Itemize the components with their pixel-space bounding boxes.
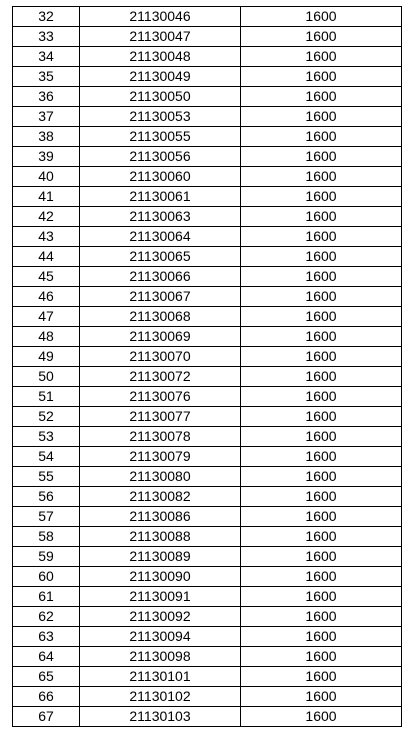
data-table xyxy=(12,6,402,727)
id-cell: 21130055 xyxy=(80,127,241,147)
row-number-cell: 35 xyxy=(13,67,80,87)
table-row xyxy=(13,547,402,567)
row-number-cell: 58 xyxy=(13,527,80,547)
amount-cell: 1600 xyxy=(241,567,402,587)
table-row xyxy=(13,527,402,547)
amount-cell: 1600 xyxy=(241,487,402,507)
amount-cell: 1600 xyxy=(241,267,402,287)
id-cell: 21130070 xyxy=(80,347,241,367)
amount-cell: 1600 xyxy=(241,447,402,467)
amount-cell: 1600 xyxy=(241,227,402,247)
id-cell: 21130072 xyxy=(80,367,241,387)
amount-cell: 1600 xyxy=(241,607,402,627)
row-number-cell: 57 xyxy=(13,507,80,527)
table-row xyxy=(13,147,402,167)
row-number-cell: 53 xyxy=(13,427,80,447)
amount-cell: 1600 xyxy=(241,147,402,167)
row-number-cell: 52 xyxy=(13,407,80,427)
row-number-cell: 65 xyxy=(13,667,80,687)
amount-cell: 1600 xyxy=(241,527,402,547)
row-number-cell: 67 xyxy=(13,707,80,727)
table-row xyxy=(13,607,402,627)
table-row xyxy=(13,467,402,487)
row-number-cell: 39 xyxy=(13,147,80,167)
amount-cell: 1600 xyxy=(241,647,402,667)
amount-cell: 1600 xyxy=(241,327,402,347)
id-cell: 21130088 xyxy=(80,527,241,547)
id-cell: 21130076 xyxy=(80,387,241,407)
row-number-cell: 40 xyxy=(13,167,80,187)
row-number-cell: 64 xyxy=(13,647,80,667)
id-cell: 21130089 xyxy=(80,547,241,567)
id-cell: 21130064 xyxy=(80,227,241,247)
id-cell: 21130080 xyxy=(80,467,241,487)
id-cell: 21130068 xyxy=(80,307,241,327)
row-number-cell: 34 xyxy=(13,47,80,67)
table-row xyxy=(13,587,402,607)
table-body xyxy=(13,7,402,727)
amount-cell: 1600 xyxy=(241,547,402,567)
amount-cell: 1600 xyxy=(241,247,402,267)
amount-cell: 1600 xyxy=(241,27,402,47)
id-cell: 21130067 xyxy=(80,287,241,307)
id-cell: 21130049 xyxy=(80,67,241,87)
table-row xyxy=(13,447,402,467)
table-row xyxy=(13,127,402,147)
table-row xyxy=(13,707,402,727)
id-cell: 21130060 xyxy=(80,167,241,187)
row-number-cell: 61 xyxy=(13,587,80,607)
amount-cell: 1600 xyxy=(241,47,402,67)
row-number-cell: 51 xyxy=(13,387,80,407)
row-number-cell: 45 xyxy=(13,267,80,287)
table-row xyxy=(13,107,402,127)
id-cell: 21130078 xyxy=(80,427,241,447)
row-number-cell: 37 xyxy=(13,107,80,127)
amount-cell: 1600 xyxy=(241,307,402,327)
amount-cell: 1600 xyxy=(241,407,402,427)
row-number-cell: 32 xyxy=(13,7,80,27)
table-row xyxy=(13,307,402,327)
table-row xyxy=(13,427,402,447)
row-number-cell: 62 xyxy=(13,607,80,627)
row-number-cell: 56 xyxy=(13,487,80,507)
row-number-cell: 63 xyxy=(13,627,80,647)
table-row xyxy=(13,7,402,27)
row-number-cell: 59 xyxy=(13,547,80,567)
id-cell: 21130056 xyxy=(80,147,241,167)
table-row xyxy=(13,287,402,307)
id-cell: 21130101 xyxy=(80,667,241,687)
table-row xyxy=(13,187,402,207)
row-number-cell: 54 xyxy=(13,447,80,467)
table-row xyxy=(13,687,402,707)
id-cell: 21130066 xyxy=(80,267,241,287)
id-cell: 21130050 xyxy=(80,87,241,107)
row-number-cell: 46 xyxy=(13,287,80,307)
amount-cell: 1600 xyxy=(241,107,402,127)
row-number-cell: 49 xyxy=(13,347,80,367)
row-number-cell: 55 xyxy=(13,467,80,487)
id-cell: 21130094 xyxy=(80,627,241,647)
id-cell: 21130102 xyxy=(80,687,241,707)
amount-cell: 1600 xyxy=(241,167,402,187)
amount-cell: 1600 xyxy=(241,287,402,307)
amount-cell: 1600 xyxy=(241,707,402,727)
amount-cell: 1600 xyxy=(241,367,402,387)
amount-cell: 1600 xyxy=(241,207,402,227)
table-row xyxy=(13,267,402,287)
table-row xyxy=(13,227,402,247)
amount-cell: 1600 xyxy=(241,387,402,407)
row-number-cell: 44 xyxy=(13,247,80,267)
amount-cell: 1600 xyxy=(241,427,402,447)
table-row xyxy=(13,647,402,667)
table-row xyxy=(13,507,402,527)
row-number-cell: 33 xyxy=(13,27,80,47)
table-row xyxy=(13,407,402,427)
id-cell: 21130048 xyxy=(80,47,241,67)
amount-cell: 1600 xyxy=(241,67,402,87)
amount-cell: 1600 xyxy=(241,627,402,647)
table-row xyxy=(13,87,402,107)
table-row xyxy=(13,27,402,47)
id-cell: 21130053 xyxy=(80,107,241,127)
table-row xyxy=(13,47,402,67)
table-row xyxy=(13,627,402,647)
amount-cell: 1600 xyxy=(241,687,402,707)
table-row xyxy=(13,567,402,587)
table-row xyxy=(13,167,402,187)
amount-cell: 1600 xyxy=(241,507,402,527)
amount-cell: 1600 xyxy=(241,467,402,487)
table-row xyxy=(13,387,402,407)
row-number-cell: 38 xyxy=(13,127,80,147)
id-cell: 21130079 xyxy=(80,447,241,467)
id-cell: 21130069 xyxy=(80,327,241,347)
row-number-cell: 66 xyxy=(13,687,80,707)
id-cell: 21130098 xyxy=(80,647,241,667)
id-cell: 21130091 xyxy=(80,587,241,607)
row-number-cell: 47 xyxy=(13,307,80,327)
table-row xyxy=(13,247,402,267)
row-number-cell: 42 xyxy=(13,207,80,227)
amount-cell: 1600 xyxy=(241,667,402,687)
id-cell: 21130090 xyxy=(80,567,241,587)
id-cell: 21130092 xyxy=(80,607,241,627)
row-number-cell: 36 xyxy=(13,87,80,107)
row-number-cell: 60 xyxy=(13,567,80,587)
id-cell: 21130047 xyxy=(80,27,241,47)
table-row xyxy=(13,487,402,507)
amount-cell: 1600 xyxy=(241,7,402,27)
amount-cell: 1600 xyxy=(241,587,402,607)
amount-cell: 1600 xyxy=(241,347,402,367)
row-number-cell: 48 xyxy=(13,327,80,347)
table-row xyxy=(13,67,402,87)
id-cell: 21130063 xyxy=(80,207,241,227)
id-cell: 21130077 xyxy=(80,407,241,427)
amount-cell: 1600 xyxy=(241,127,402,147)
table-row xyxy=(13,367,402,387)
id-cell: 21130046 xyxy=(80,7,241,27)
row-number-cell: 50 xyxy=(13,367,80,387)
id-cell: 21130086 xyxy=(80,507,241,527)
id-cell: 21130082 xyxy=(80,487,241,507)
table-row xyxy=(13,347,402,367)
id-cell: 21130061 xyxy=(80,187,241,207)
id-cell: 21130103 xyxy=(80,707,241,727)
row-number-cell: 43 xyxy=(13,227,80,247)
table-row xyxy=(13,327,402,347)
amount-cell: 1600 xyxy=(241,187,402,207)
id-cell: 21130065 xyxy=(80,247,241,267)
table-row xyxy=(13,667,402,687)
table-row xyxy=(13,207,402,227)
row-number-cell: 41 xyxy=(13,187,80,207)
amount-cell: 1600 xyxy=(241,87,402,107)
